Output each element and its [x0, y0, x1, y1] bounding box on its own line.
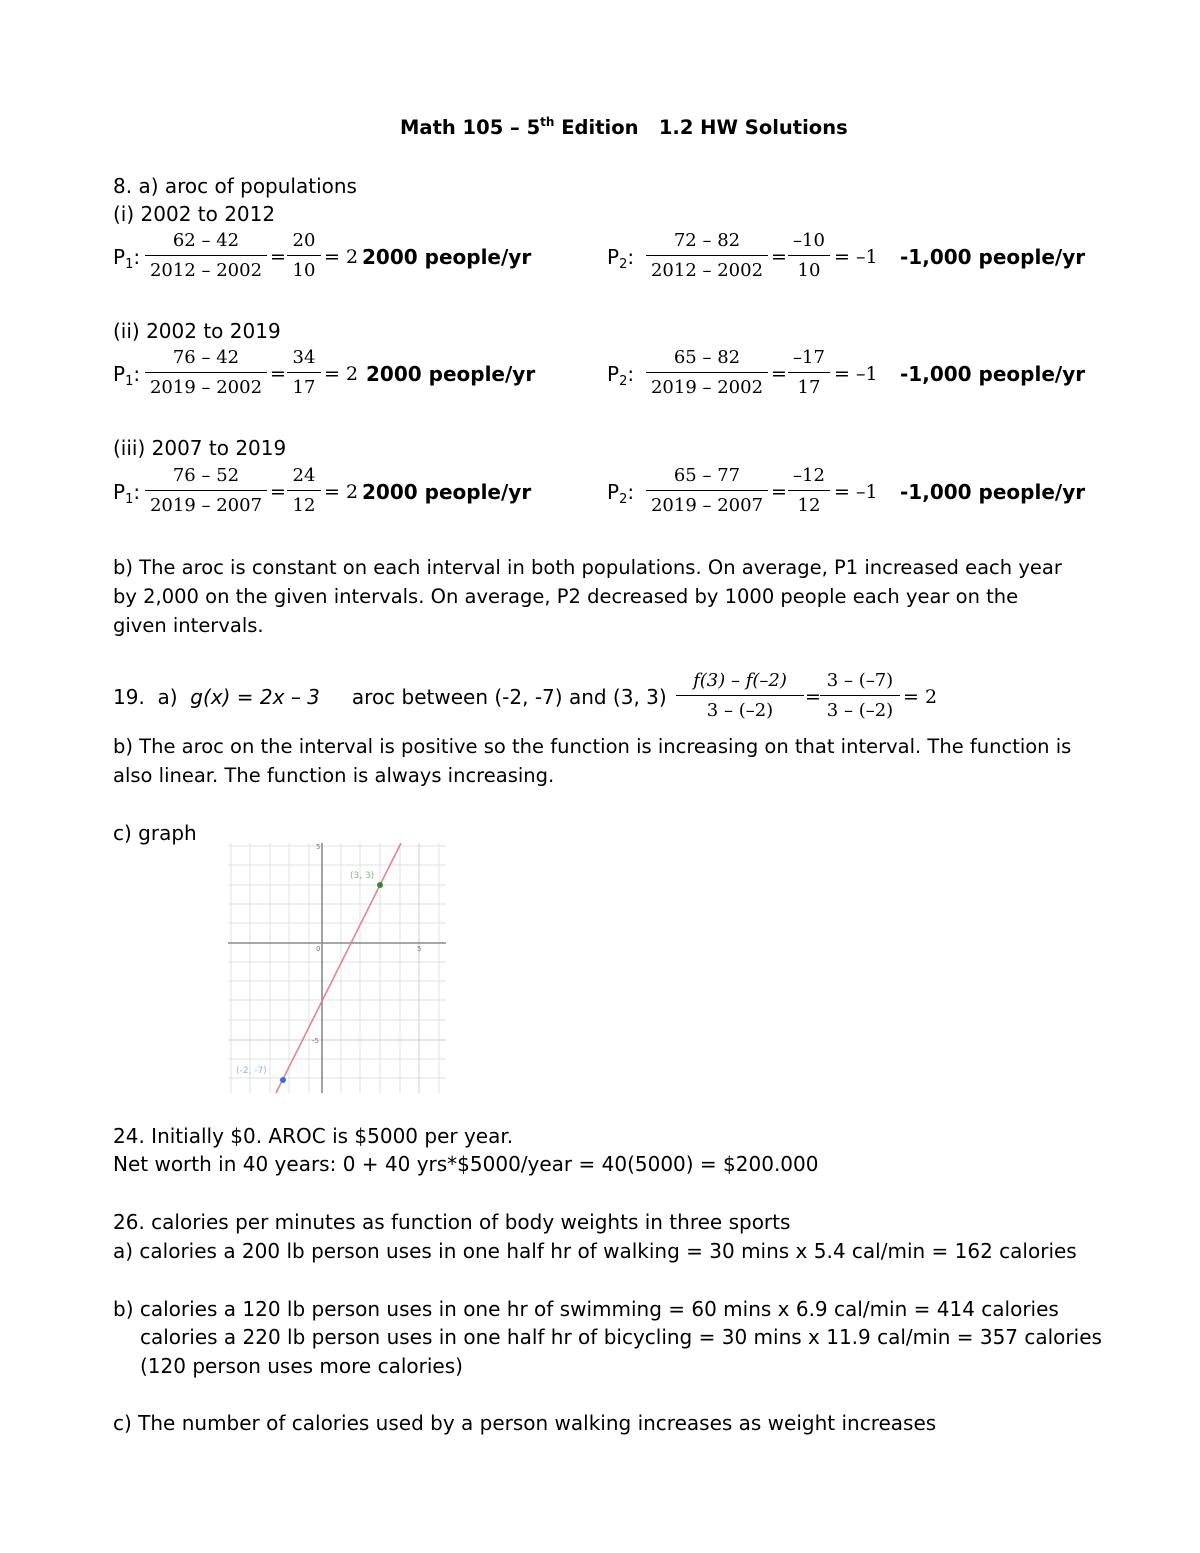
p8-ii-p2-text: -1,000 people/yr [900, 362, 1086, 386]
p8-iii-p1-text: 2000 people/yr [362, 480, 532, 504]
p8-i-p1-text: 2000 people/yr [362, 245, 532, 269]
p19-frac2: $\frac{3 - (-7)}{3 - (-2)}$ [820, 670, 900, 722]
p24-line2: Net worth in 40 years: 0 + 40 yrs*$5000/year = 40(5000) = $200.000 [113, 1152, 819, 1176]
p26-a: a) calories a 200 lb person uses in one half hr of walking = 30 mins x 5.4 cal/min = 162 calories [113, 1239, 1077, 1263]
p8-iii-p1-result: = 2 [324, 481, 359, 503]
p8-i-p2-frac1: $\frac{72 - 82}{2012 - 2002}$ [646, 230, 768, 282]
p26-b1: b) calories a 120 lb person uses in one hr of swimming = 60 mins x 6.9 cal/min = 414 calories [113, 1297, 1059, 1321]
p8-i-p2-frac2: $\frac{-10}{10}$ [788, 230, 830, 282]
point-neg2-neg7 [280, 1077, 286, 1083]
p8-ii-p2-frac1: $\frac{65 - 82}{2019 - 2002}$ [646, 347, 768, 399]
tick-y-neg5: -5 [312, 1037, 319, 1045]
title-rest: Edition 1.2 HW Solutions [554, 116, 848, 139]
p8-ii-p1-text: 2000 people/yr [366, 362, 536, 386]
p8-ii-p1-label: $P_1$: [113, 362, 141, 389]
p8-i-p2-result: = –1 [834, 246, 878, 268]
p19-a-line: 19. a) g(x) = 2x – 3 aroc between (-2, -7) and (3, 3) [113, 685, 667, 709]
p26-b2: calories a 220 lb person uses in one half hr of bicycling = 30 mins x 11.9 cal/min = 357 calories [140, 1325, 1102, 1349]
graph-major-grid [228, 843, 446, 1093]
p8-i-p1-frac1: $\frac{62 - 42}{2012 - 2002}$ [145, 230, 267, 282]
function-line [276, 843, 401, 1093]
p8-iii-label: (iii) 2007 to 2019 [113, 436, 287, 460]
p8-ii-p2-result: = –1 [834, 363, 878, 385]
p8-iii-p1-label: $P_1$: [113, 480, 141, 507]
p8-ii-label: (ii) 2002 to 2019 [113, 319, 281, 343]
tick-zero: 0 [316, 945, 321, 953]
title-sup: th [540, 115, 555, 129]
p19-graph [228, 843, 446, 1093]
p8-ii-p1-frac1: $\frac{76 - 42}{2019 - 2002}$ [145, 347, 267, 399]
p8-header: 8. a) aroc of populations [113, 174, 357, 198]
p8-iii-p2-text: -1,000 people/yr [900, 480, 1086, 504]
graph-grid [228, 843, 446, 1093]
equals: = [771, 481, 787, 503]
p8-i-p2-text: -1,000 people/yr [900, 245, 1086, 269]
tick-y-5: 5 [316, 843, 321, 851]
p8-ii-p1-frac2: $\frac{34}{17}$ [287, 347, 321, 399]
equals: = [805, 686, 821, 708]
p8-iii-p2-result: = –1 [834, 481, 878, 503]
point-3-3-label: (3, 3) [350, 871, 375, 881]
p8-i-p1-label: $P_1$: [113, 245, 141, 272]
equals: = [270, 363, 286, 385]
equals: = [270, 481, 286, 503]
title-main: Math 105 – 5 [400, 116, 541, 139]
equals: = [771, 246, 787, 268]
p8-iii-p2-frac1: $\frac{65 - 77}{2019 - 2007}$ [646, 465, 768, 517]
p8-iii-p2-label: $P_2$: [607, 480, 635, 507]
p19-frac1: $\frac{f(3) - f(-2)}{3 - (-2)}$ [676, 670, 804, 722]
p8-b-paragraph: b) The aroc is constant on each interval in both populations. On average, P1 increased each year by 2,000 on the given intervals. On average, P2 decreased by 1000 people each year on the given intervals. [113, 556, 1062, 637]
p8-ii-p2-frac2: $\frac{-17}{17}$ [788, 347, 830, 399]
p8-i-p1-result: = 2 [324, 246, 359, 268]
p19-result: = 2 [903, 686, 938, 708]
p26-b3: (120 person uses more calories) [140, 1354, 463, 1378]
page-title [400, 116, 848, 140]
equals: = [270, 246, 286, 268]
p8-i-label: (i) 2002 to 2012 [113, 202, 276, 226]
p8-ii-p1-result: = 2 [324, 363, 359, 385]
p8-iii-p1-frac1: $\frac{76 - 52}{2019 - 2007}$ [145, 465, 267, 517]
p24-line1: 24. Initially $0. AROC is $5000 per year. [113, 1124, 514, 1148]
point-neg2-neg7-label: (-2, -7) [236, 1066, 267, 1076]
p19-c-label: c) graph [113, 821, 197, 845]
p19-b-paragraph: b) The aroc on the interval is positive so the function is increasing on that interval. The function is also linear. The function is always increasing. [113, 735, 1072, 787]
p26-c: c) The number of calories used by a person walking increases as weight increases [113, 1411, 937, 1435]
tick-x-5: 5 [417, 945, 422, 953]
p8-iii-p2-frac2: $\frac{-12}{12}$ [788, 465, 830, 517]
p8-i-p1-frac2: $\frac{20}{10}$ [287, 230, 321, 282]
point-3-3 [377, 882, 383, 888]
p8-iii-p1-frac2: $\frac{24}{12}$ [287, 465, 321, 517]
equals: = [771, 363, 787, 385]
p8-i-p2-label: $P_2$: [607, 245, 635, 272]
p8-ii-p2-label: $P_2$: [607, 362, 635, 389]
p26-header: 26. calories per minutes as function of body weights in three sports [113, 1210, 791, 1234]
